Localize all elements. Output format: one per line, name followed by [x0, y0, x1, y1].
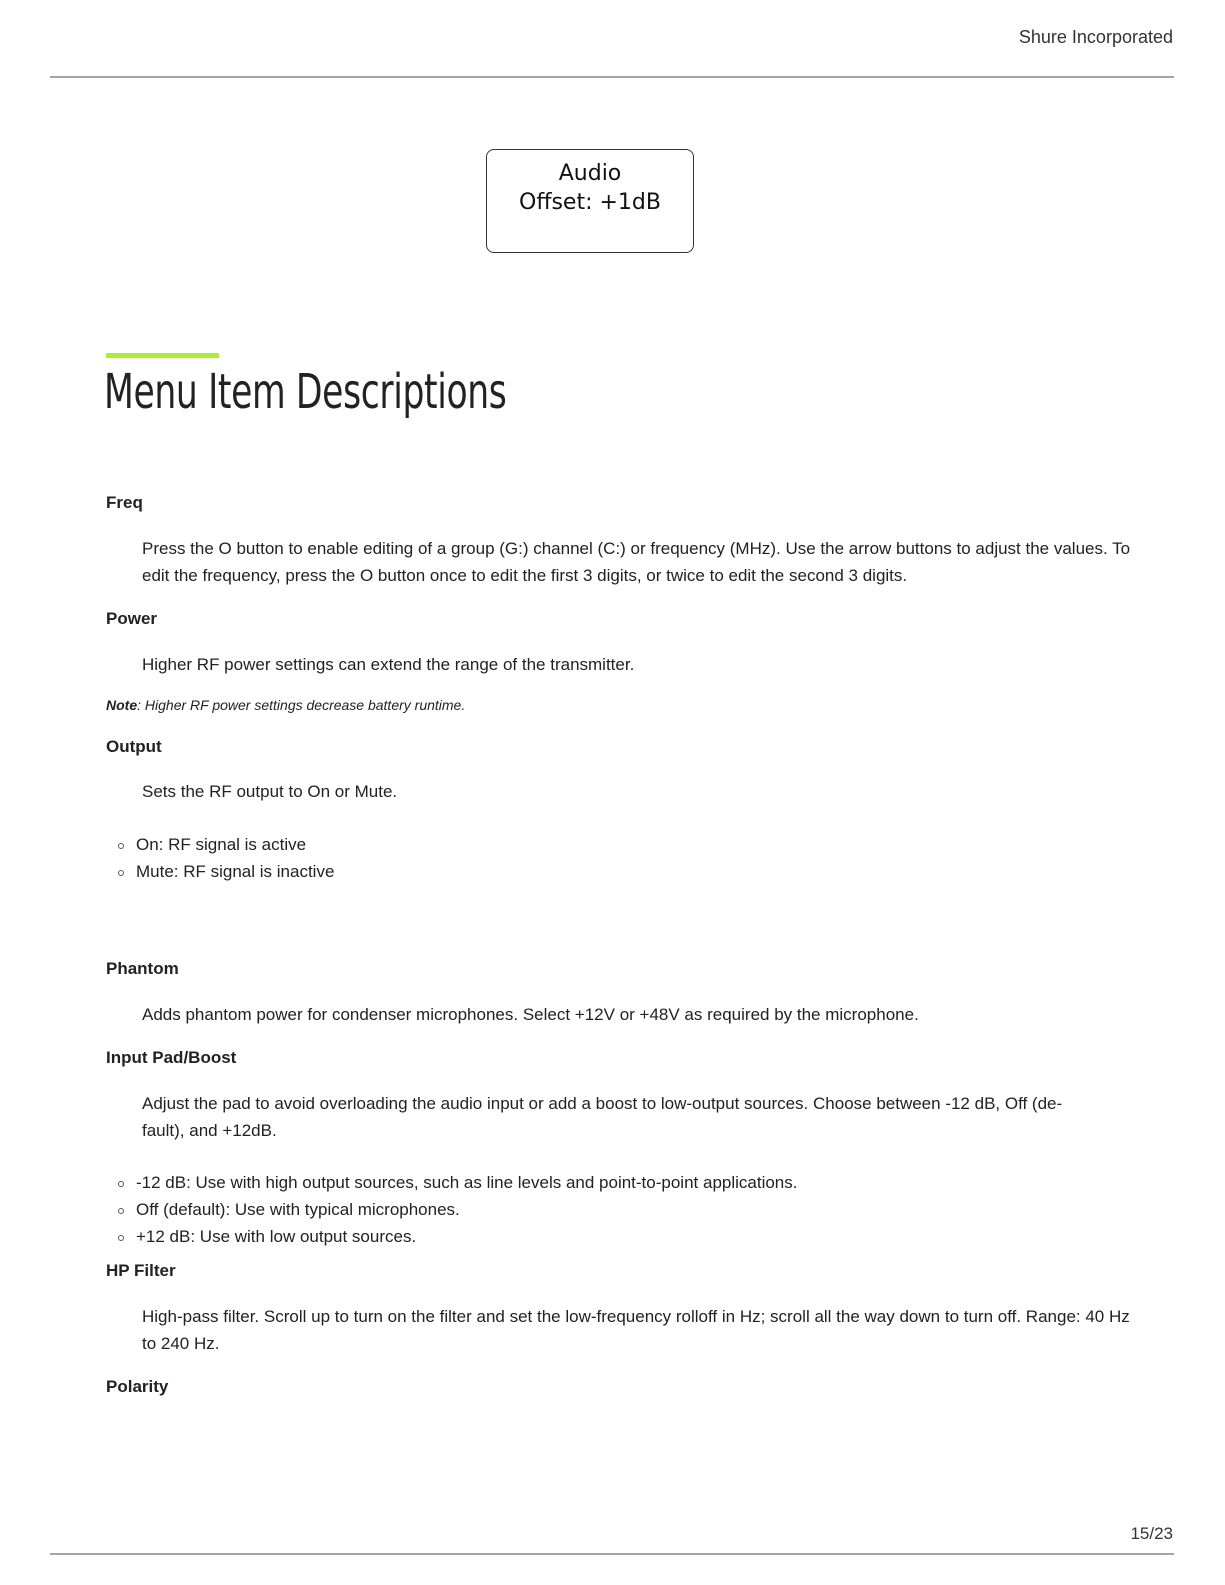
section-heading: Menu Item Descriptions: [104, 364, 507, 420]
footer-rule: [50, 1553, 1174, 1555]
output-options-list: [116, 831, 334, 885]
desc-input-pad: [142, 1090, 1132, 1144]
list-item: -12 dB: Use with high output sources, such as line levels and point-to-point applications.: [116, 1169, 798, 1196]
desc-phantom: Adds phantom power for condenser microphones. Select +12V or +48V as required by the microphone.: [142, 1005, 919, 1024]
input-pad-options-list: [116, 1169, 798, 1250]
term-phantom: Phantom: [106, 959, 179, 978]
heading-accent-bar: [106, 353, 219, 358]
note-text: : Higher RF power settings decrease battery runtime.: [137, 697, 466, 713]
desc-hp-filter: High-pass filter. Scroll up to turn on the filter and set the low-frequency rolloff in Hz; scroll all the way down to turn off. Range: 40 Hz to 240 Hz.: [142, 1307, 1130, 1353]
company-name: Shure Incorporated: [1018, 27, 1173, 47]
desc-freq: Press the O button to enable editing of a group (G:) channel (C:) or frequency (MHz). Use the arrow buttons to adjust the values. To edit the frequency, press the O button once to edit the first 3 digits, or twice to edit the second 3 digits.: [142, 539, 1131, 585]
desc-output: Sets the RF output to On or Mute.: [142, 782, 398, 801]
lcd-display-illustration: [486, 149, 694, 253]
list-item: Mute: RF signal is inactive: [116, 858, 334, 885]
lcd-line-2: Offset: +1dB: [519, 190, 661, 215]
desc-input-pad-line-1: Adjust the pad to avoid overloading the audio input or add a boost to low-output sources. Choose between -12 dB, Off (de-: [142, 1094, 1063, 1113]
term-hp-filter: HP Filter: [106, 1261, 176, 1280]
list-item: Off (default): Use with typical microphones.: [116, 1196, 798, 1223]
desc-input-pad-line-2: fault), and +12dB.: [142, 1121, 277, 1140]
list-item: +12 dB: Use with low output sources.: [116, 1223, 798, 1250]
note-power: [106, 697, 465, 713]
header-rule: [50, 76, 1174, 78]
term-output: Output: [106, 737, 162, 756]
term-freq: Freq: [106, 493, 143, 512]
lcd-line-1: Audio: [558, 161, 622, 186]
term-power: Power: [106, 609, 158, 628]
desc-power: Higher RF power settings can extend the range of the transmitter.: [142, 655, 635, 674]
page-number: 15/23: [1130, 1524, 1173, 1543]
term-polarity: Polarity: [106, 1377, 169, 1396]
note-label: Note: [106, 697, 138, 713]
term-input-pad: Input Pad/Boost: [106, 1048, 237, 1067]
list-item: On: RF signal is active: [116, 831, 334, 858]
